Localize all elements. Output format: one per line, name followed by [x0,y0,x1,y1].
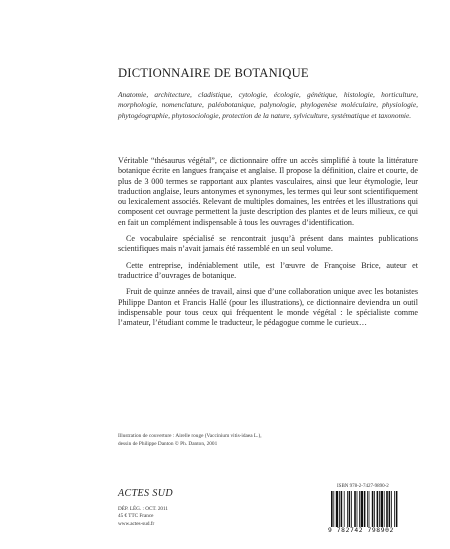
blurb [118,156,418,334]
illustration-credit [118,432,378,448]
barcode-bar [349,491,351,527]
blurb-paragraph: Véritable “thésaurus végétal”, ce dictionnaire offre un accès simplifié à toute la littérature botanique écrite en langues française et anglaise. Il propose la définition, claire et courte, de plus de 3 000 termes se rapportant aux plantes vasculaires, ainsi que leur étymologie, leur traduction anglaise, leurs antonymes et synonymes, les termes qui leur sont scientifiquement ou lexicalement associés. Relevant de multiples domaines, les entrées et les illustrations qui composent cet ouvrage permettent la juste description des plantes et de leurs milieux, ce qui en fait un complément indispensable à tous les ouvrages d’identification. [118,156,418,227]
credit-line: dessin de Philippe Danton © Ph. Danton, 2001 [118,441,218,447]
barcode-bar [339,491,340,527]
credit-line: Illustration de couverture : Airelle rouge (Vaccinium vitis-idaea L.), [118,433,262,439]
barcode-bar [333,491,334,527]
barcode-bar [341,491,343,527]
barcode-graphic [330,491,418,527]
barcode-bar [351,491,352,527]
barcode-digits: 9 782742 798902 [328,527,394,534]
barcode-bar [386,491,388,527]
barcode-bar [372,491,374,527]
barcode-bar [336,491,338,527]
barcode-icon [330,491,418,527]
price: 45 € TTC France [118,513,154,520]
barcode-bar [381,491,383,527]
subject-list: Anatomie, architecture, cladistique, cytologie, écologie, génétique, histologie, horticulture, morphologie, nomenclature, paléobotanique, palynologie, phylogenèse moléculaire, physiologie, phytogéographie, phytosociologie, protection de la nature, sylviculture, systématique et taxonomie. [118,90,418,120]
barcode-bar [377,491,379,527]
barcode-bar [359,491,360,527]
barcode-bar [391,491,392,527]
barcode-bar [367,491,368,527]
barcode-bar [357,491,358,527]
barcode-bar [347,491,348,527]
blurb-paragraph: Fruit de quinze années de travail, ainsi que d’une collaboration unique avec les botanistes Philippe Danton et Francis Hallé (pour les illustrations), ce dictionnaire deviendra un outil indispensable pour tous ceux qui fréquentent le monde végétal : le spécialiste comme l’amateur, l’étudiant comme le traducteur, le pédagogue comme le curieux… [118,287,418,328]
depot-date: DÉP. LÉG. : OCT. 2011 [118,506,168,512]
barcode-bar [394,491,395,527]
barcode-bar [354,491,356,527]
blurb-paragraph: Cette entreprise, indéniablement utile, est l’œuvre de Françoise Brice, auteur et traductrice d’ouvrages de botanique. [118,260,418,280]
barcode-bar [374,491,375,527]
barcode-bar [364,491,366,527]
barcode-bar [389,491,391,527]
publisher-name: ACTES SUD [118,488,173,499]
isbn-label: ISBN 978-2-7427-9890-2 [337,484,389,489]
barcode-bar [369,491,370,527]
barcode-bar [331,491,333,527]
book-title: DICTIONNAIRE DE BOTANIQUE [118,66,309,80]
publisher-website: www.actes-sud.fr [118,520,155,527]
legal-deposit [118,506,168,528]
blurb-paragraph: Ce vocabulaire spécialisé se rencontrait jusqu’à présent dans maintes publications scientifiques mais n’avait jamais été rassemblé en un seul volume. [118,234,418,254]
barcode-bar [344,491,345,527]
barcode-bar [361,491,363,527]
barcode-bar [396,491,398,527]
barcode-bar [384,491,385,527]
barcode-bar [379,491,380,527]
